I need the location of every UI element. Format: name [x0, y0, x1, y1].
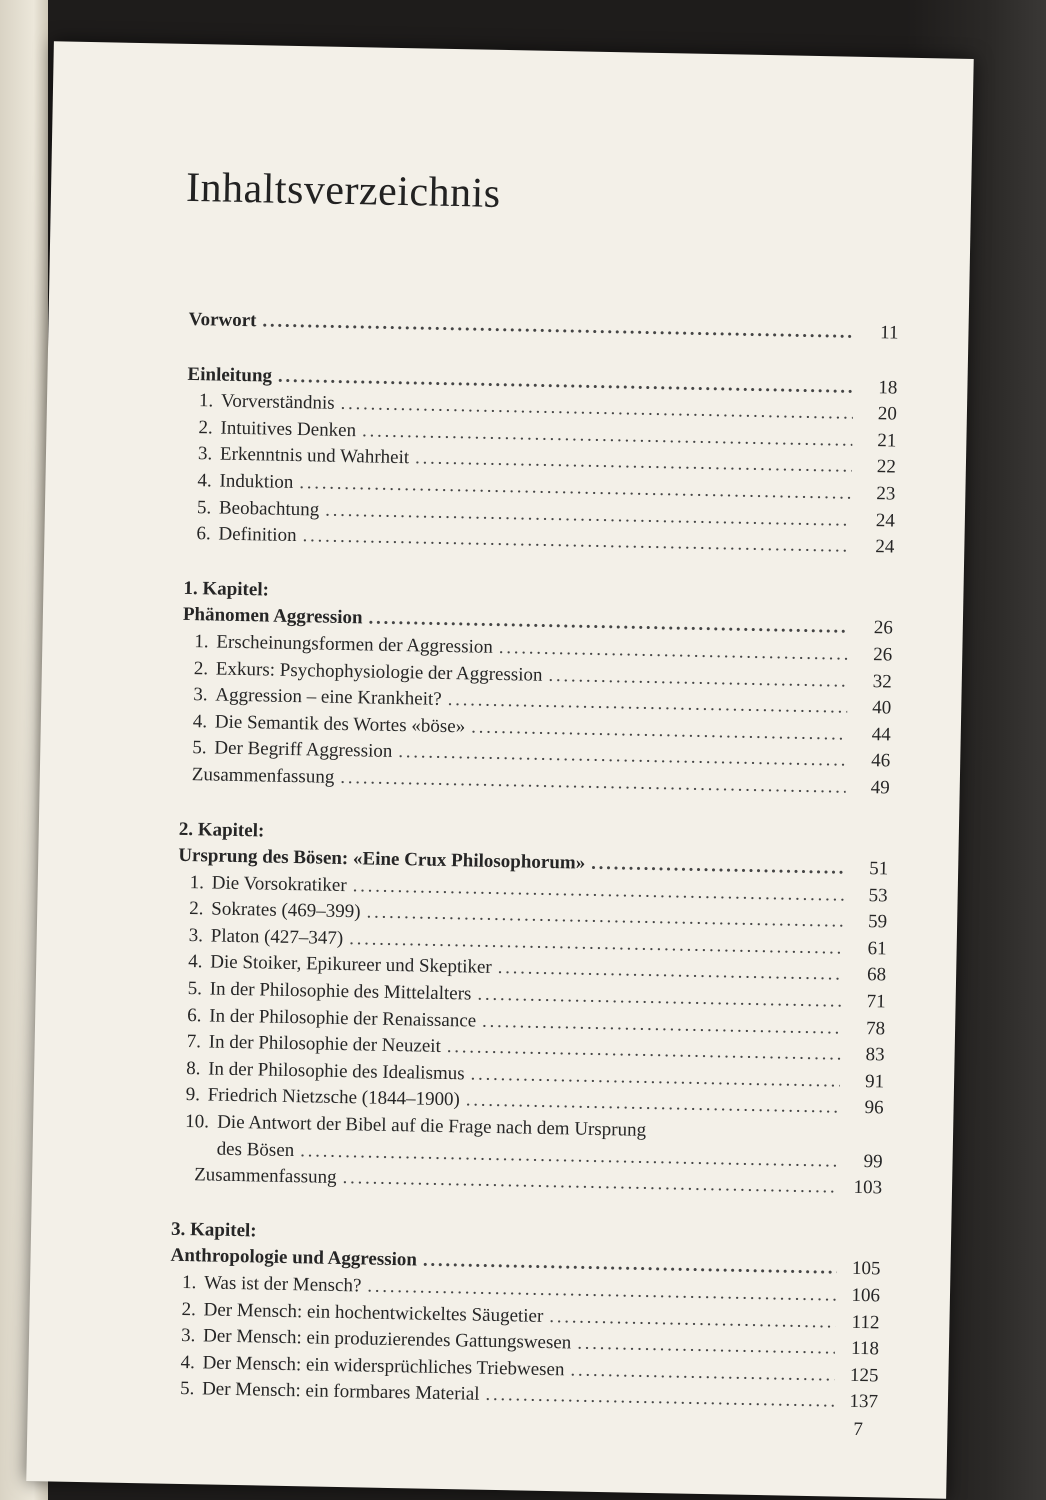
toc-entry-title: Friedrich Nietzsche (1844–1900) [207, 1084, 461, 1111]
toc-entry-number: 1. [198, 390, 214, 412]
toc-entry-page: 51 [868, 858, 889, 880]
toc-entry-number-spacer [185, 1154, 217, 1155]
toc-entry-title: Der Mensch: ein widersprüchliches Triebwesen [202, 1352, 565, 1381]
toc-entry-title: Erscheinungsformen der Aggression [216, 631, 494, 658]
toc-entry-title: Zusammenfassung [193, 1164, 337, 1189]
toc-entry-page: 11 [879, 322, 899, 344]
toc-entry-page: 24 [875, 536, 895, 558]
toc-group-kapitel-1 [180, 576, 894, 802]
toc-entry-number: 2. [189, 898, 204, 920]
toc-entry-number: 4. [180, 1351, 196, 1374]
toc-entry-number: 6. [196, 523, 211, 545]
toc-entry-page: 118 [850, 1338, 880, 1360]
toc-entry-page: 125 [849, 1364, 879, 1387]
toc-entry-number: 4. [197, 470, 212, 492]
toc-entry-page: 22 [876, 456, 897, 478]
toc-entry-number: 2. [198, 416, 213, 439]
toc-entry-page: 106 [851, 1284, 881, 1307]
toc-entry-title: Sokrates (469–399) [211, 898, 361, 923]
toc-entry-title: des Bösen [216, 1138, 295, 1161]
toc-group-vorwort [188, 307, 898, 347]
toc-entry-title: Anthropologie und Aggression [170, 1245, 418, 1271]
toc-entry-title: Definition [218, 523, 297, 547]
toc-entry-number: 3. [188, 924, 204, 947]
toc-entry-title: Vorwort [188, 308, 257, 332]
toc-entry-title: In der Philosophie der Neuzeit [208, 1031, 442, 1058]
toc-entry-page: 137 [849, 1391, 879, 1413]
toc-entry-title: Der Begriff Aggression [214, 737, 393, 763]
toc-entry-page: 78 [865, 1017, 886, 1040]
toc-entry-title: Einleitung [187, 363, 273, 387]
toc-entry-number: 3. [193, 684, 208, 706]
toc-entry-title: Der Mensch: ein formbares Material [201, 1378, 480, 1406]
chapter-label: 1. Kapitel: [183, 577, 270, 601]
toc-entry-page: 44 [871, 723, 891, 746]
toc-entry-page: 105 [851, 1258, 881, 1280]
toc-entry-title: Aggression – eine Krankheit? [215, 684, 442, 710]
toc-entry-page: 21 [877, 429, 897, 452]
toc-entry-title: Intuitives Denken [220, 417, 357, 441]
toc-entry-title: In der Philosophie des Mittelalters [209, 978, 472, 1005]
toc-entry-number: 3. [197, 443, 213, 465]
toc-entry-title: Die Semantik des Wortes «böse» [214, 711, 466, 738]
book-page [26, 41, 973, 1498]
toc-entry-page: 49 [870, 777, 890, 799]
page-title: Inhaltsverzeichnis [185, 164, 502, 217]
toc-entry-page: 23 [876, 483, 896, 505]
toc-entry-number: 4. [188, 951, 203, 973]
toc-entry-page: 68 [866, 964, 887, 986]
toc-entry-number: 5. [192, 737, 207, 759]
leader-dots [262, 308, 854, 346]
toc-entry-title: Was ist der Mensch? [203, 1272, 362, 1297]
toc-entry-title: Die Vorsokratiker [211, 872, 347, 896]
toc-entry-number: 2. [181, 1298, 197, 1320]
toc-entry-number: 1. [194, 631, 209, 653]
toc-entry-title: Platon (427–347) [210, 925, 344, 949]
toc-entry-number: 9. [185, 1084, 201, 1106]
toc-entry-page: 103 [853, 1177, 883, 1199]
toc-entry-page: 18 [878, 376, 898, 399]
toc-entry-number: 1. [189, 871, 205, 894]
leader-dots [485, 1382, 834, 1415]
toc-entry-title: In der Philosophie der Renaissance [209, 1005, 477, 1032]
toc-entry-number: 4. [192, 710, 208, 733]
toc-entry-number: 5. [196, 496, 212, 518]
toc-entry-page: 99 [863, 1150, 883, 1173]
toc-entry-title: Zusammenfassung [191, 763, 335, 788]
toc-entry-page: 20 [877, 403, 898, 425]
table-of-contents [167, 307, 898, 1444]
toc-entry-page: 83 [865, 1044, 885, 1066]
toc-entry-page: 40 [872, 697, 892, 719]
toc-entry-page: 46 [871, 750, 891, 772]
toc-entry-page: 53 [868, 884, 888, 907]
toc-entry-page: 71 [866, 991, 886, 1013]
toc-entry-page: 26 [873, 644, 893, 666]
toc-entry-title: Die Stoiker, Epikureer und Skeptiker [210, 951, 492, 979]
toc-entry-page: 112 [851, 1311, 880, 1333]
toc-entry-page: 32 [872, 670, 892, 693]
toc-entry-number: 2. [193, 657, 209, 679]
toc-group-kapitel-2 [172, 816, 889, 1202]
toc-entry-number: 8. [186, 1057, 201, 1080]
toc-entry-title: Erkenntnis und Wahrheit [219, 443, 410, 469]
toc-entry-title: Exkurs: Psychophysiologie der Aggression [215, 658, 543, 686]
toc-entry-page: 91 [864, 1070, 885, 1093]
toc-entry-page: 26 [873, 617, 893, 639]
toc-entry-title: In der Philosophie des Idealismus [208, 1058, 465, 1085]
title-part: Ursprung des Bösen: [178, 844, 354, 870]
toc-entry-title: Vorverständnis [220, 390, 335, 414]
toc-entry-title: Beobachtung [218, 497, 320, 521]
chapter-label: 2. Kapitel: [178, 818, 265, 841]
toc-group-einleitung [184, 362, 897, 562]
toc-group-kapitel-3 [168, 1217, 881, 1417]
toc-entry-page: 96 [864, 1097, 884, 1119]
toc-entry-number: 5. [179, 1378, 195, 1400]
toc-entry-vorwort [188, 307, 898, 347]
toc-entry-number: 10. [184, 1111, 210, 1133]
toc-entry-page: 61 [867, 937, 887, 960]
toc-entry-number: 7. [186, 1031, 202, 1053]
toc-entry-title: Der Mensch: ein hochentwickeltes Säugetier [203, 1299, 544, 1327]
toc-entry-page: 24 [875, 509, 896, 532]
toc-entry-number: 5. [187, 978, 203, 1000]
title-part-bold: «Eine Crux Philosophorum» [352, 848, 586, 874]
toc-entry-title: Die Antwort der Bibel auf die Frage nach dem Ursprung [216, 1111, 647, 1141]
toc-entry-number: 6. [187, 1004, 202, 1026]
toc-entry-title: Phänomen Aggression [182, 604, 363, 629]
toc-entry-title: Der Mensch: ein produzierendes Gattungswesen [202, 1325, 572, 1354]
toc-entry-page: 59 [867, 911, 888, 933]
page-number: 7 [853, 1418, 864, 1441]
chapter-label: 3. Kapitel: [170, 1218, 257, 1242]
toc-entry-number: 1. [181, 1271, 197, 1294]
toc-entry-number: 3. [180, 1325, 196, 1347]
toc-entry-title: Induktion [219, 470, 294, 493]
